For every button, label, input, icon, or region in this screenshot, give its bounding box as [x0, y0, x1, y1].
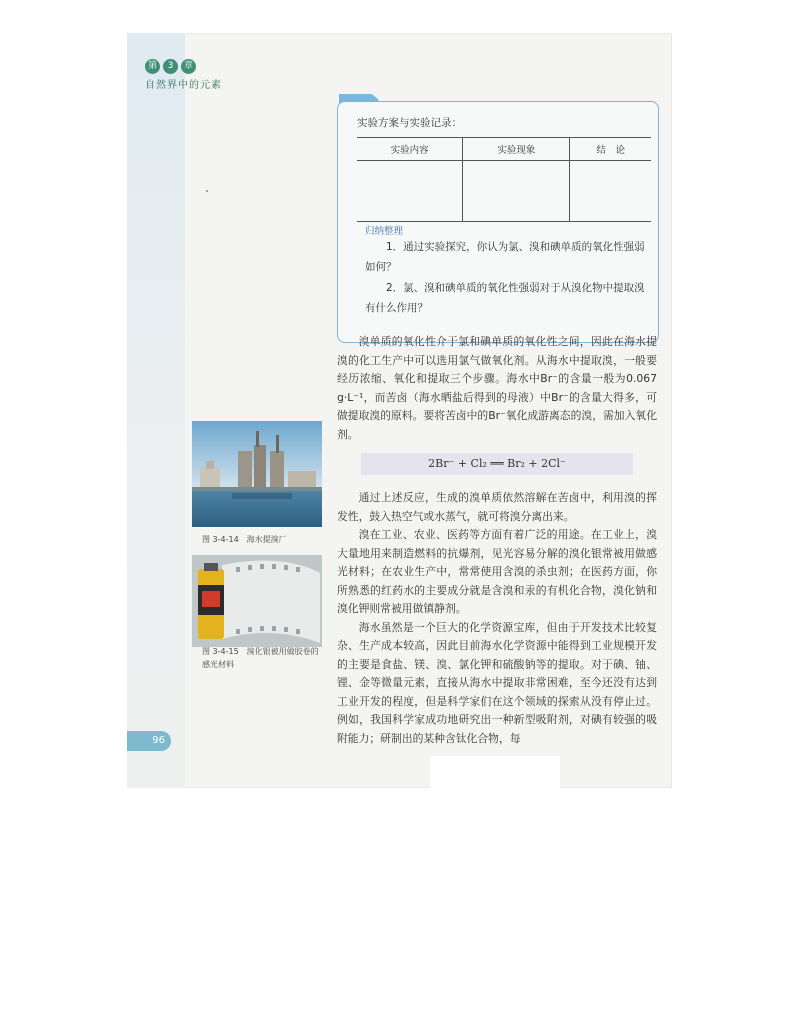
experiment-record-table	[357, 137, 651, 222]
chapter-badge-number: 3	[163, 59, 178, 74]
body-paragraphs-2	[337, 489, 657, 748]
chapter-title: 自然界中的元素	[145, 80, 222, 91]
question-2	[365, 278, 651, 318]
table-header: 实验内容	[357, 138, 463, 161]
chapter-badge	[145, 59, 222, 74]
table-cell	[357, 161, 463, 222]
chapter-badge-char: 章	[181, 59, 196, 74]
table-cell	[463, 161, 570, 222]
body-paragraph-1	[337, 333, 657, 444]
question-text: 1．通过实验探究，你认为氯、溴和碘单质的氧化性强弱如何？	[365, 241, 645, 273]
table-row	[357, 161, 651, 222]
paragraph-text: 海水虽然是一个巨大的化学资源宝库，但由于开发技术比较复杂、生产成本较高，因此目前海水化学资源中能得到工业规模开发的主要是食盐、镁、溴、氯化钾和硫酸钠等的提取。对于碘、铀、锂、金等微量元素，直接从海水中提取非常困难，至今还没有达到工业开发的程度，但是科学家们在这个领域的探索从没有停止过。例如，我国科学家成功地研究出一种新型吸附剂，对碘有较强的吸附能力；研制出的某种含钛化合物，每	[337, 620, 657, 745]
table-header: 实验现象	[463, 138, 570, 161]
paragraph-text: 溴单质的氧化性介于氯和碘单质的氧化性之间，因此在海水提溴的化工生产中可以选用氯气做氧化剂。从海水中提取溴，一般要经历浓缩、氧化和提取三个步骤。海水中Br⁻的含量一般为0.067 g·L⁻¹，而苦卤（海水晒盐后得到的母液）中Br⁻的含量大得多，可做提取溴的原料。要将苦卤中的Br⁻氧化成游离态的溴，需加入氧化剂。	[337, 335, 657, 441]
speck	[206, 190, 208, 192]
textbook-page	[127, 33, 672, 788]
page-number: 96	[127, 731, 171, 751]
question-1	[365, 237, 651, 277]
table-header: 结 论	[570, 138, 651, 161]
question-text: 2．氯、溴和碘单质的氧化性强弱对于从溴化物中提取溴有什么作用？	[365, 282, 645, 314]
film-roll-photo	[192, 555, 322, 647]
chapter-badge-char: 第	[145, 59, 160, 74]
chemical-equation: 2Br⁻ + Cl₂ ══ Br₂ + 2Cl⁻	[361, 453, 633, 475]
page-margin-band	[127, 33, 185, 788]
experiment-heading: 实验方案与实验记录：	[357, 117, 462, 129]
table-cell	[570, 161, 651, 222]
chapter-header	[145, 59, 222, 91]
summary-title: 归纳整理	[365, 226, 404, 237]
paragraph-text: 溴在工业、农业、医药等方面有着广泛的用途。在工业上，溴大量地用来制造燃料的抗爆剂，见光容易分解的溴化银常被用做感光材料；在农业生产中，常常使用含溴的杀虫剂；在医药方面，你所熟悉的红药水的主要成分就是含溴和汞的有机化合物，溴化钠和溴化钾则常被用做镇静剂。	[337, 528, 657, 615]
figure-caption: 图 3-4-15 溴化银被用做胶卷的感光材料	[202, 647, 319, 669]
blank-area	[430, 756, 560, 796]
paragraph-text: 通过上述反应，生成的溴单质依然溶解在苦卤中，利用溴的挥发性，鼓入热空气或水蒸气，就可将溴分离出来。	[337, 491, 657, 523]
figure-caption: 图 3-4-14 海水提溴厂	[202, 535, 287, 544]
bromine-plant-photo	[192, 421, 322, 527]
